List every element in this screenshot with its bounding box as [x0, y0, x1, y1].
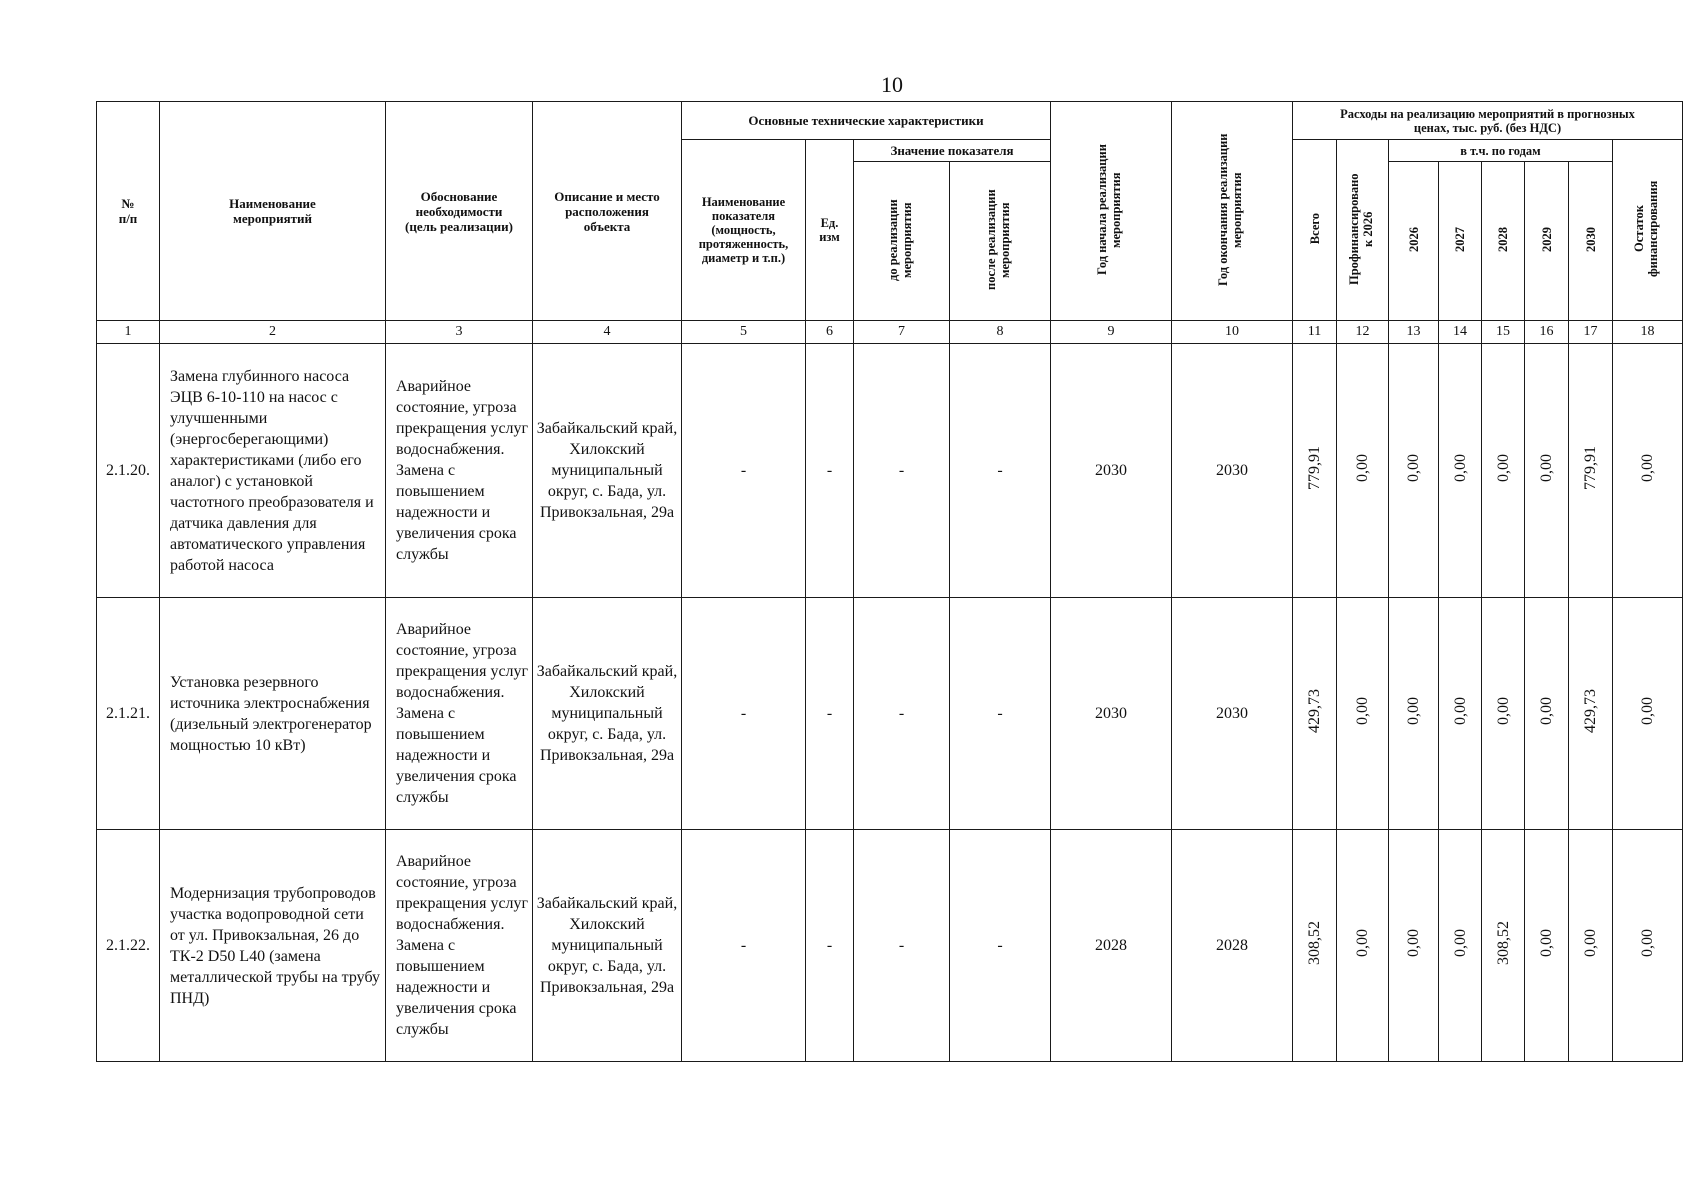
column-number: 17 [1569, 321, 1613, 344]
column-number: 18 [1613, 321, 1683, 344]
cost-2027: 0,00 [1439, 830, 1482, 1062]
measure-location: Забайкальский край, Хилокский муниципальный округ, с. Бада, ул. Привокзальная, 29а [533, 344, 682, 598]
unit: - [806, 830, 854, 1062]
cost-2027: 0,00 [1439, 598, 1482, 830]
cost-2030: 0,00 [1569, 830, 1613, 1062]
table-row [97, 598, 1683, 830]
cost-2028: 308,52 [1482, 830, 1525, 1062]
measure-reason: Аварийное состояние, угроза прекращения услуг водоснабжения. Замена с повышением надежности и увеличения срока службы [386, 830, 533, 1062]
table-row [97, 344, 1683, 598]
column-number: 14 [1439, 321, 1482, 344]
column-number: 9 [1051, 321, 1172, 344]
column-number: 6 [806, 321, 854, 344]
cost-remaining: 0,00 [1613, 598, 1683, 830]
year-start: 2030 [1051, 598, 1172, 830]
header-tech-group: Основные технические характеристики [682, 102, 1051, 140]
year-end: 2028 [1172, 830, 1293, 1062]
header-year-start: Год начала реализации мероприятия [1051, 102, 1172, 321]
header-year-2029: 2029 [1525, 162, 1569, 321]
year-start: 2028 [1051, 830, 1172, 1062]
cost-2028: 0,00 [1482, 598, 1525, 830]
header-unit: Ед. изм [806, 140, 854, 321]
column-number: 11 [1293, 321, 1337, 344]
cost-2028: 0,00 [1482, 344, 1525, 598]
cost-2030: 779,91 [1569, 344, 1613, 598]
header-year-end: Год окончания реализации мероприятия [1172, 102, 1293, 321]
measure-reason: Аварийное состояние, угроза прекращения услуг водоснабжения. Замена с повышением надежности и увеличения срока службы [386, 344, 533, 598]
cost-remaining: 0,00 [1613, 830, 1683, 1062]
measure-name: Установка резервного источника электроснабжения (дизельный электрогенератор мощностью 10 кВт) [160, 598, 386, 830]
cost-total: 308,52 [1293, 830, 1337, 1062]
table-row [97, 830, 1683, 1062]
row-number: 2.1.20. [97, 344, 160, 598]
cost-2026: 0,00 [1389, 598, 1439, 830]
value-before: - [854, 830, 950, 1062]
header-indicator-name: Наименование показателя (мощность, протяженность, диаметр и т.п.) [682, 140, 806, 321]
header-year-2028: 2028 [1482, 162, 1525, 321]
column-number: 16 [1525, 321, 1569, 344]
cost-2026: 0,00 [1389, 344, 1439, 598]
indicator-name: - [682, 598, 806, 830]
column-number: 4 [533, 321, 682, 344]
cost-prefinanced: 0,00 [1337, 830, 1389, 1062]
header-num: № п/п [97, 102, 160, 321]
investment-measures-table [96, 101, 1683, 1062]
header-before: до реализации мероприятия [854, 162, 950, 321]
header-by-years-group: в т.ч. по годам [1389, 140, 1613, 162]
cost-2029: 0,00 [1525, 598, 1569, 830]
column-number: 13 [1389, 321, 1439, 344]
cost-2029: 0,00 [1525, 830, 1569, 1062]
measure-name: Замена глубинного насоса ЭЦВ 6-10-110 на насос с улучшенными (энергосберегающими) характеристиками (либо его аналог) с установкой частотного преобразователя и датчика давления для автоматического управления работой насоса [160, 344, 386, 598]
year-end: 2030 [1172, 344, 1293, 598]
measure-location: Забайкальский край, Хилокский муниципальный округ, с. Бада, ул. Привокзальная, 29а [533, 598, 682, 830]
header-year-2026: 2026 [1389, 162, 1439, 321]
cost-total: 429,73 [1293, 598, 1337, 830]
year-end: 2030 [1172, 598, 1293, 830]
header-year-2027: 2027 [1439, 162, 1482, 321]
header-total: Всего [1293, 140, 1337, 321]
column-number: 5 [682, 321, 806, 344]
header-prefinanced: Профинансировано к 2026 [1337, 140, 1389, 321]
indicator-name: - [682, 830, 806, 1062]
row-number: 2.1.21. [97, 598, 160, 830]
column-number: 15 [1482, 321, 1525, 344]
header-year-2030: 2030 [1569, 162, 1613, 321]
header-measure-name: Наименование мероприятий [160, 102, 386, 321]
column-number: 8 [950, 321, 1051, 344]
column-number: 2 [160, 321, 386, 344]
header-remaining: Остаток финансирования [1613, 140, 1683, 321]
value-before: - [854, 344, 950, 598]
measure-location: Забайкальский край, Хилокский муниципальный округ, с. Бада, ул. Привокзальная, 29а [533, 830, 682, 1062]
page-number: 10 [881, 72, 903, 97]
cost-prefinanced: 0,00 [1337, 344, 1389, 598]
value-before: - [854, 598, 950, 830]
cost-total: 779,91 [1293, 344, 1337, 598]
cost-2029: 0,00 [1525, 344, 1569, 598]
header-after: после реализации мероприятия [950, 162, 1051, 321]
value-after: - [950, 344, 1051, 598]
header-location: Описание и место расположения объекта [533, 102, 682, 321]
column-number: 7 [854, 321, 950, 344]
unit: - [806, 344, 854, 598]
unit: - [806, 598, 854, 830]
year-start: 2030 [1051, 344, 1172, 598]
column-number: 3 [386, 321, 533, 344]
header-reason: Обоснование необходимости (цель реализации) [386, 102, 533, 321]
header-value-group: Значение показателя [854, 140, 1051, 162]
row-number: 2.1.22. [97, 830, 160, 1062]
value-after: - [950, 830, 1051, 1062]
header-costs-group: Расходы на реализацию мероприятий в прогнозных ценах, тыс. руб. (без НДС) [1293, 102, 1683, 140]
column-number: 1 [97, 321, 160, 344]
column-number: 10 [1172, 321, 1293, 344]
measure-reason: Аварийное состояние, угроза прекращения услуг водоснабжения. Замена с повышением надежности и увеличения срока службы [386, 598, 533, 830]
cost-2027: 0,00 [1439, 344, 1482, 598]
measure-name: Модернизация трубопроводов участка водопроводной сети от ул. Привокзальная, 26 до ТК-2 D50 L40 (замена металлической трубы на трубу ПНД) [160, 830, 386, 1062]
value-after: - [950, 598, 1051, 830]
cost-2030: 429,73 [1569, 598, 1613, 830]
cost-prefinanced: 0,00 [1337, 598, 1389, 830]
column-numbers-row [97, 321, 1683, 344]
indicator-name: - [682, 344, 806, 598]
cost-2026: 0,00 [1389, 830, 1439, 1062]
column-number: 12 [1337, 321, 1389, 344]
cost-remaining: 0,00 [1613, 344, 1683, 598]
